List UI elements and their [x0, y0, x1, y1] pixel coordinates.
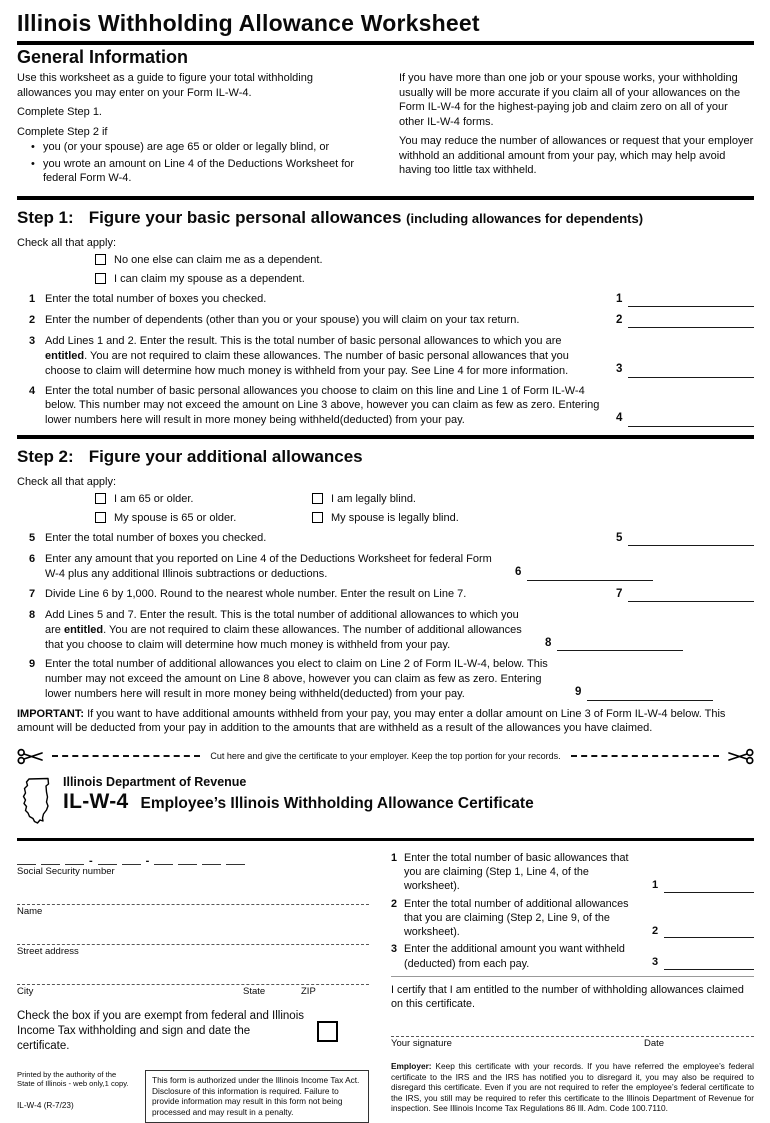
age-65-spouse-label: My spouse is 65 or older. — [114, 511, 237, 524]
certify-divider — [391, 976, 754, 977]
section-rule-2 — [17, 435, 754, 439]
disclosure-box: This form is authorized under the Illinois Income Tax Act. Disclosure of this information is required. Failure to provide information may result in this form not being processed and may result in a penalty. — [145, 1070, 369, 1123]
important-note — [17, 707, 754, 736]
dependent-self-label: No one else can claim me as a dependent. — [114, 253, 323, 266]
ssn-hyphen — [146, 857, 150, 865]
line-text-pre: Divide Line 6 by 1,000. Round to the nearest whole number. Enter the result on Line 7. — [45, 587, 467, 600]
line-7-answer-blank[interactable] — [628, 591, 754, 602]
line-number: 1 — [391, 851, 398, 864]
answer-number: 8 — [545, 636, 552, 649]
age-65-self-checkbox[interactable] — [95, 493, 106, 504]
blind-spouse-label: My spouse is legally blind. — [331, 511, 459, 524]
certificate-line-3-answer — [652, 955, 754, 971]
line-3-answer-blank[interactable] — [628, 367, 754, 378]
cut-line — [17, 748, 754, 765]
line-5-answer — [616, 531, 754, 547]
line-3-answer — [616, 362, 754, 378]
certify-statement: I certify that I am entitled to the number of withholding allowances claimed on this certificate. — [391, 983, 744, 1011]
line-8-answer — [545, 636, 683, 652]
employer-note — [391, 1061, 754, 1114]
ssn-hyphen — [89, 857, 93, 865]
line-1-answer — [616, 292, 754, 308]
step2-title: Figure your additional allowances — [88, 446, 363, 466]
cut-dashes-left — [52, 755, 200, 757]
zip-label: ZIP — [301, 985, 316, 997]
agency-name: Illinois Department of Revenue — [63, 774, 247, 789]
ssn-digit-segment[interactable] — [41, 855, 60, 865]
exempt-checkbox[interactable] — [317, 1021, 338, 1042]
city-state-zip-field[interactable] — [17, 971, 369, 985]
certificate-line-2-blank[interactable] — [664, 927, 754, 938]
certificate-line-1-blank[interactable] — [664, 882, 754, 893]
scissors-icon — [727, 748, 754, 765]
name-field[interactable] — [17, 891, 369, 905]
line-text-pre: Enter the total number of basic personal allowances you choose to claim on this line and Line 1 of Form IL-W-4 below. This number may not exceed the amount on Line 3 above, however you can claim as few as zero. Entering lower numbers here will result in more money being withheld(deducted) from your pay. — [45, 384, 600, 427]
certificate-right-column — [391, 851, 754, 1123]
line-number: 2 — [29, 314, 36, 327]
ssn-digit-segment[interactable] — [17, 855, 36, 865]
step2-checkbox-row-1 — [95, 493, 754, 505]
gi-left-para1: Use this worksheet as a guide to figure your total withholding allowances you may enter on your Form IL-W-4. — [17, 72, 313, 99]
worksheet-line-6 — [17, 552, 754, 581]
certificate-rule — [17, 838, 754, 841]
line-7-answer — [616, 587, 754, 603]
gi-bullet-list — [31, 140, 365, 186]
ssn-digit-segment[interactable] — [154, 855, 173, 865]
line-text — [45, 552, 515, 581]
line-text-bold: entitled — [45, 350, 85, 363]
gi-left-para2: Complete Step 1. — [17, 106, 102, 119]
footer-left — [17, 1070, 135, 1111]
answer-number: 4 — [616, 412, 623, 425]
line-text — [45, 292, 616, 308]
certificate-header-text — [63, 775, 534, 814]
line-text — [45, 384, 616, 428]
worksheet-line-1 — [17, 292, 754, 308]
line-2-answer-blank[interactable] — [628, 317, 754, 328]
answer-number: 5 — [616, 531, 623, 544]
general-info-left-column — [17, 71, 365, 188]
page-title: Illinois Withholding Allowance Worksheet — [17, 10, 480, 36]
scissors-icon — [17, 748, 44, 765]
general-information-heading: General Information — [17, 47, 189, 67]
street-address-label: Street address — [17, 945, 79, 957]
line-4-answer-blank[interactable] — [628, 416, 754, 427]
certificate-title: Employee’s Illinois Withholding Allowance Certificate — [140, 794, 534, 812]
line-text — [45, 608, 545, 652]
ssn-digit-segment[interactable] — [202, 855, 221, 865]
ssn-digit-segment[interactable] — [65, 855, 84, 865]
line-text — [45, 313, 616, 329]
line-text: Enter the additional amount you want withheld (deducted) from each pay. — [404, 943, 625, 970]
line-text — [45, 531, 616, 547]
line-text-post: . You are not required to claim these allowances. The number of basic personal allowances that you choose to claim will determine how much money is withheld from your pay. See Line 4 for more information. — [45, 350, 569, 377]
city-label: City — [17, 985, 34, 997]
gi-bullet-2: • you wrote an amount on Line 4 of the Deductions Worksheet for federal Form W-4. — [31, 157, 365, 186]
date-label: Date — [644, 1038, 665, 1050]
certificate-line-3-blank[interactable] — [664, 959, 754, 970]
general-info-right-column — [399, 71, 754, 188]
answer-number: 3 — [616, 363, 623, 376]
line-number: 1 — [29, 292, 36, 305]
line-text — [45, 657, 575, 701]
general-information-columns — [17, 71, 754, 188]
ssn-digit-segment[interactable] — [178, 855, 197, 865]
line-text — [45, 334, 616, 378]
line-number: 6 — [29, 553, 36, 566]
city-state-zip-labels — [17, 986, 369, 997]
state-label: State — [243, 985, 266, 997]
ssn-field[interactable] — [17, 851, 369, 865]
blind-spouse-checkbox[interactable] — [312, 512, 323, 523]
cut-dashes-right — [571, 755, 719, 757]
gi-bullet-1: • you (or your spouse) are age 65 or older or legally blind, or — [31, 140, 365, 155]
line-number: 3 — [391, 943, 398, 956]
line-text-pre: Enter the total number of boxes you checked. — [45, 531, 267, 544]
line-text-bold: entitled — [63, 623, 104, 636]
gi-right-para1: If you have more than one job or your spouse works, your withholding usually will be more accurate if you claim all of your allowances on the Form IL-W-4 for the highest-paying job and claim zero on all of your other IL-W-4 forms. — [399, 72, 741, 128]
gi-right-para2: You may reduce the number of allowances or request that your employer withhold an additional amount from your pay, which may help avoid having too little tax withheld. — [399, 135, 754, 177]
blind-self-cell — [312, 493, 416, 505]
form-code: IL-W-4 — [63, 789, 129, 813]
blind-self-checkbox[interactable] — [312, 493, 323, 504]
line-8-answer-blank[interactable] — [557, 640, 683, 651]
line-text-pre: Enter the number of dependents (other than you or your spouse) you will claim on your tax return. — [45, 314, 520, 327]
answer-number: 6 — [515, 566, 522, 579]
worksheet-line-4 — [17, 384, 754, 428]
certificate-left-column — [17, 851, 369, 1123]
line-text-post: . You are not required to claim these allowances. The number of additional allowances that you choose to claim will determine how much money is withheld from your pay. — [45, 623, 522, 651]
section-rule-1 — [17, 196, 754, 200]
worksheet-line-3 — [17, 334, 754, 378]
title-rule — [17, 41, 754, 45]
worksheet-line-7 — [17, 587, 754, 603]
signature-labels — [391, 1038, 754, 1049]
line-9-answer — [575, 685, 713, 701]
line-number: 4 — [29, 384, 36, 397]
answer-number: 1 — [652, 879, 659, 892]
step2-checkbox-row-2 — [95, 512, 754, 524]
certificate-line-3 — [391, 942, 754, 971]
step1-checkbox-row-1 — [95, 254, 754, 266]
line-text: Enter the total number of additional allowances that you are claiming (Step 2, Line 9, of the worksheet). — [404, 897, 629, 939]
line-6-answer-blank[interactable] — [527, 570, 653, 581]
answer-number: 2 — [652, 924, 659, 937]
line-number: 2 — [391, 897, 398, 910]
line-text: Enter the total number of basic allowances that you are claiming (Step 1, Line 4, of the worksheet). — [404, 851, 629, 893]
certificate-line-1-answer — [652, 878, 754, 894]
worksheet-line-8 — [17, 608, 754, 652]
employer-label: Employer: — [391, 1061, 432, 1072]
important-text: If you want to have additional amounts withheld from your pay, you may enter a dollar amount on Line 3 of Form IL-W-4 below. This amount will be deducted from your pay in addition to the amounts that are withheld as a result of the allowances you have claimed. — [17, 707, 726, 735]
dependent-spouse-label: I can claim my spouse as a dependent. — [114, 272, 305, 285]
step1-title — [89, 208, 643, 228]
line-6-answer — [515, 565, 653, 581]
certificate-line-2-answer — [652, 924, 754, 940]
step1-checkbox-row-2 — [95, 273, 754, 285]
line-1-answer-blank[interactable] — [628, 296, 754, 307]
line-number: 8 — [29, 609, 36, 622]
step1-label: Step 1: — [17, 207, 74, 227]
answer-number: 3 — [652, 956, 659, 969]
age-65-self-label: I am 65 or older. — [114, 492, 194, 505]
step2-check-all-label: Check all that apply: — [17, 475, 117, 488]
illinois-state-outline-icon — [21, 777, 53, 832]
step1-title-paren: (including allowances for dependents) — [406, 210, 644, 226]
step1-check-all-label: Check all that apply: — [17, 236, 117, 249]
line-number: 7 — [29, 587, 36, 600]
ssn-digit-segment[interactable] — [226, 855, 245, 865]
signature-field[interactable] — [391, 1023, 754, 1037]
line-9-answer-blank[interactable] — [587, 690, 713, 701]
certificate-footer — [17, 1070, 369, 1123]
line-4-answer — [616, 411, 754, 427]
line-number: 9 — [29, 658, 36, 671]
age-65-spouse-cell — [95, 512, 312, 524]
worksheet-line-9 — [17, 657, 754, 701]
step2-heading — [17, 447, 754, 467]
step1-title-text: Figure your basic personal allowances — [88, 207, 402, 227]
answer-number: 9 — [575, 686, 582, 699]
worksheet-line-5 — [17, 531, 754, 547]
exempt-text: Check the box if you are exempt from federal and Illinois Income Tax withholding and sign and date the certificate. — [17, 1009, 305, 1052]
important-label: IMPORTANT: — [17, 707, 85, 720]
worksheet-line-2 — [17, 313, 754, 329]
step1-heading — [17, 208, 754, 228]
street-address-field[interactable] — [17, 931, 369, 945]
certificate-line-2 — [391, 897, 754, 940]
line-text — [45, 587, 616, 603]
answer-number: 7 — [616, 587, 623, 600]
step2-label: Step 2: — [17, 446, 74, 466]
ssn-label: Social Security number — [17, 865, 115, 877]
printed-by-text: Printed by the authority of the State of Illinois - web only,1 copy. — [17, 1069, 129, 1089]
dependent-self-checkbox[interactable] — [95, 254, 106, 265]
certificate-title-line — [63, 790, 534, 814]
line-text-pre: Enter any amount that you reported on Line 4 of the Deductions Worksheet for federal Form W-4 plus any additional Illinois subtractions or deductions. — [45, 553, 492, 580]
line-5-answer-blank[interactable] — [628, 535, 754, 546]
age-65-self-cell — [95, 493, 312, 505]
form-revision: IL-W-4 (R-7/23) — [17, 1100, 74, 1110]
ssn-digit-segment[interactable] — [98, 855, 117, 865]
line-text-pre: Add Lines 1 and 2. Enter the result. This is the total number of basic personal allowances to which you are — [45, 335, 562, 348]
cut-instruction: Cut here and give the certificate to your employer. Keep the top portion for your records. — [210, 751, 561, 762]
exempt-section — [17, 1009, 369, 1054]
answer-number: 1 — [616, 292, 623, 305]
answer-number: 2 — [616, 314, 623, 327]
age-65-spouse-checkbox[interactable] — [95, 512, 106, 523]
dependent-spouse-checkbox[interactable] — [95, 273, 106, 284]
name-label: Name — [17, 905, 43, 917]
line-text-pre: Enter the total number of additional allowances you elect to claim on Line 2 of Form IL-W-4, below. This number may not exceed the amount on Line 8 above, however you can claim as few as zero. Entering lower numbers here will result in more money being withheld(deducted) from your pay. — [45, 658, 548, 700]
blind-spouse-cell — [312, 512, 459, 524]
line-text-pre: Add Lines 5 and 7. Enter the result. This is the total number of additional allowances to which you are — [45, 609, 519, 636]
signature-label: Your signature — [391, 1038, 452, 1050]
certificate-body — [17, 851, 754, 1123]
line-number: 5 — [29, 531, 36, 544]
line-2-answer — [616, 313, 754, 329]
blind-self-label: I am legally blind. — [331, 492, 416, 505]
employer-text: Keep this certificate with your records. If you have referred the employee’s federal certificate to the IRS and the IRS has notified you to disregard it, you may also be required to disregard this certificate. Even if you are not required to refer the employee’s federal certificate to the IRS, you still may be required to refer this certificate to the Illinois Department of Revenue for inspection. See Illinois Income Tax Regulations 86 Ill. Adm. Code 100.7110. — [391, 1061, 754, 1114]
certificate-header — [21, 775, 754, 832]
line-text-pre: Enter the total number of boxes you checked. — [45, 292, 267, 305]
line-number: 3 — [29, 335, 36, 348]
gi-left-para3: Complete Step 2 if — [17, 125, 108, 138]
certificate-line-1 — [391, 851, 754, 894]
ssn-digit-segment[interactable] — [122, 855, 141, 865]
